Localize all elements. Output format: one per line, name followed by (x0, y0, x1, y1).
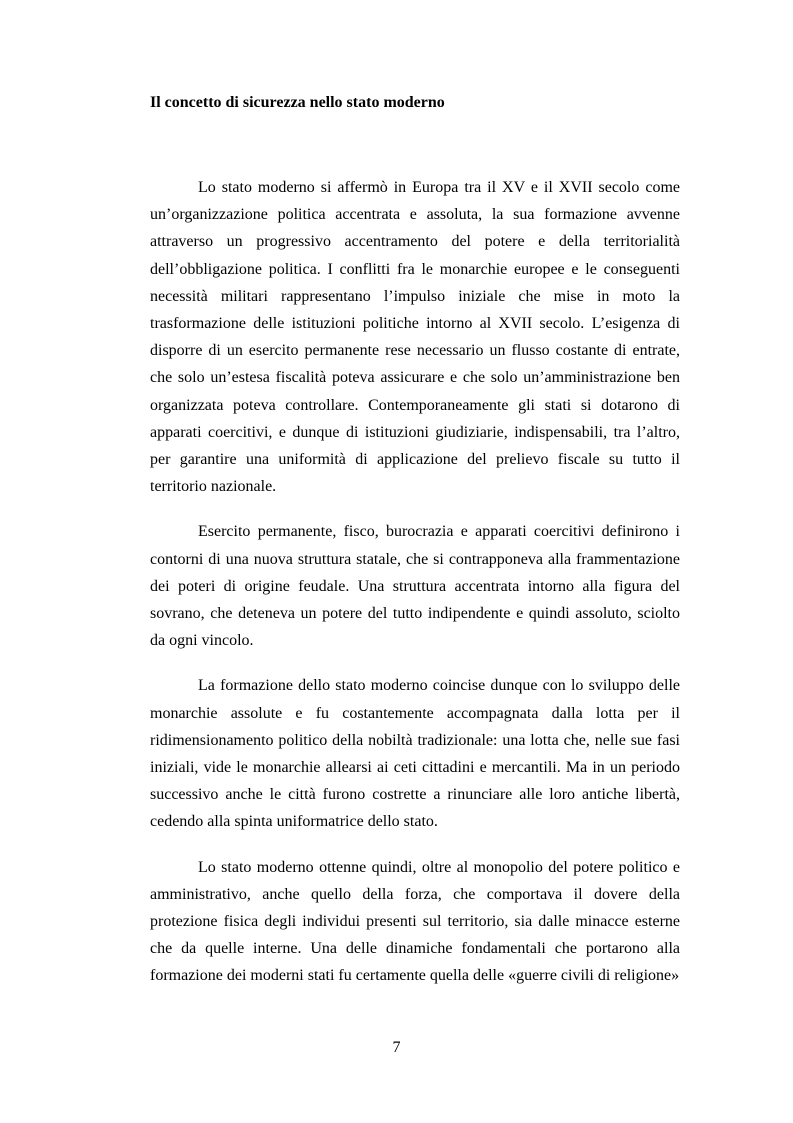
body-text (150, 174, 680, 1008)
paragraph: La formazione dello stato moderno coincise dunque con lo sviluppo delle monarchie assolute e fu costantemente accompagnata dalla lotta per il ridimensionamento politico della nobiltà tradizionale: una lotta che, nelle sue fasi iniziali, vide le monarchie allearsi ai ceti cittadini e mercantili. Ma in un periodo successivo anche le città furono costrette a rinunciare alle loro antiche libertà, cedendo alla spinta uniformatrice dello stato. (150, 677, 680, 831)
paragraph: Lo stato moderno ottenne quindi, oltre al monopolio del potere politico e amministrativo, anche quello della forza, che comportava il dovere della protezione fisica degli individui presenti sul territorio, sia dalle minacce esterne che da quelle interne. Una delle dinamiche fondamentali che portarono alla formazione dei moderni stati fu certamente quella delle «guerre civili di religione» (150, 858, 680, 985)
paragraph: Lo stato moderno si affermò in Europa tra il XV e il XVII secolo come un’organizzazione politica accentrata e assoluta, la sua formazione avvenne attraverso un progressivo accentramento del potere e della territorialità dell’obbligazione politica. I conflitti fra le monarchie europee e le conseguenti necessità militari rappresentano l’impulso iniziale che mise in moto la trasformazione delle istituzioni politiche intorno al XVII secolo. L’esigenza di disporre di un esercito permanente rese necessario un flusso costante di entrate, che solo un’estesa fiscalità poteva assicurare e che solo un’amministrazione ben organizzata poteva controllare. Contemporaneamente gli stati si dotarono di apparati coercitivi, e dunque di istituzioni giudiziarie, indispensabili, tra l’altro, per garantire una uniformità di applicazione del prelievo fiscale su tutto il territorio nazionale. (150, 179, 680, 496)
page-number: 7 (392, 1039, 401, 1056)
paragraph: Esercito permanente, fisco, burocrazia e apparati coercitivi definirono i contorni di una nuova struttura statale, che si contrapponeva alla frammentazione dei poteri di origine feudale. Una struttura accentrata intorno alla figura del sovrano, che deteneva un potere del tutto indipendente e quindi assoluto, sciolto da ogni vincolo. (150, 523, 680, 650)
section-title: Il concetto di sicurezza nello stato moderno (150, 94, 445, 111)
